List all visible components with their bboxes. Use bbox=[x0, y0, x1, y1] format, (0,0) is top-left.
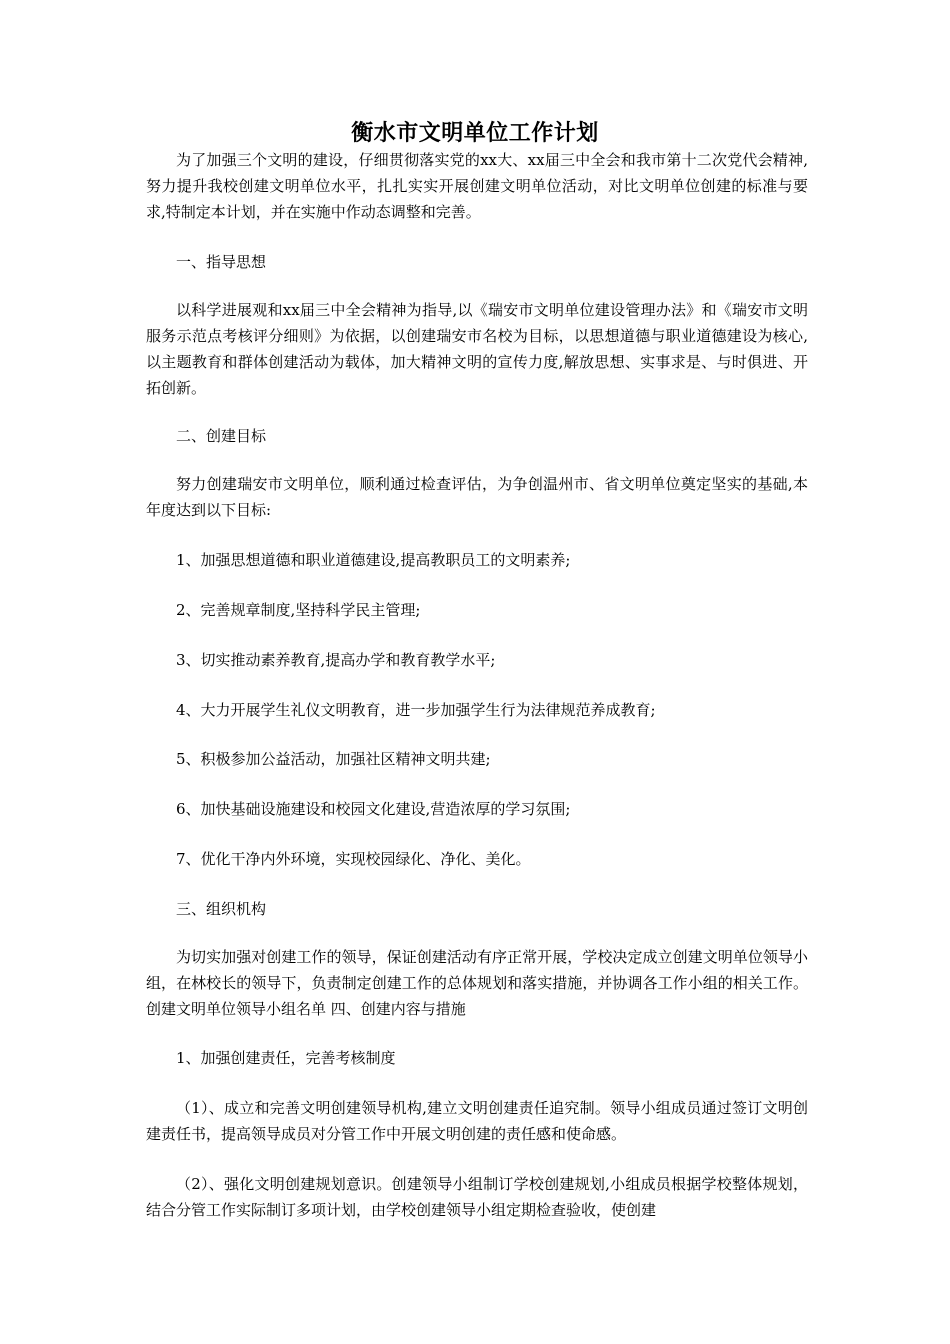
paragraph-intro: 为了加强三个文明的建设，仔细贯彻落实党的xx大、xx届三中全会和我市第十二次党代会精神,努力提升我校创建文明单位水平，扎扎实实开展创建文明单位活动，对比文明单位创建的标准与要求,特制定本计划，并在实施中作动态调整和完善。 bbox=[146, 151, 808, 221]
subheading-responsibility: 1、加强创建责任，完善考核制度 bbox=[176, 1049, 396, 1067]
heading-creation-goals: 二、创建目标 bbox=[176, 427, 267, 445]
heading-organization: 三、组织机构 bbox=[176, 900, 267, 918]
paragraph-creation-goals: 努力创建瑞安市文明单位，顺利通过检查评估，为争创温州市、省文明单位奠定坚实的基础,本年度达到以下目标: bbox=[146, 475, 808, 519]
document-title: 衡水市文明单位工作计划 bbox=[351, 121, 599, 146]
goal-item-1: 1、加强思想道德和职业道德建设,提高教职员工的文明素养; bbox=[176, 551, 571, 569]
paragraph-organization: 为切实加强对创建工作的领导，保证创建活动有序正常开展，学校决定成立创建文明单位领导小组，在林校长的领导下，负责制定创建工作的总体规划和落实措施，并协调各工作小组的相关工作。创建文明单位领导小组名单 四、创建内容与措施 bbox=[146, 948, 808, 1018]
goal-item-2: 2、完善规章制度,坚持科学民主管理; bbox=[176, 601, 421, 619]
paragraph-guiding-thought: 以科学进展观和xx届三中全会精神为指导,以《瑞安市文明单位建设管理办法》和《瑞安市文明服务示范点考核评分细则》为依据，以创建瑞安市名校为目标，以思想道德与职业道德建设为核心,以主题教育和群体创建活动为载体，加大精神文明的宣传力度,解放思想、实事求是、与时俱进、开拓创新。 bbox=[146, 301, 808, 397]
goal-item-7: 7、优化干净内外环境，实现校园绿化、净化、美化。 bbox=[176, 850, 531, 868]
heading-guiding-thought: 一、指导思想 bbox=[176, 253, 267, 271]
goal-item-5: 5、积极参加公益活动，加强社区精神文明共建; bbox=[176, 750, 491, 768]
paragraph-measure-2: （2）、强化文明创建规划意识。创建领导小组制订学校创建规划,小组成员根据学校整体规划，结合分管工作实际制订多项计划，由学校创建领导小组定期检查验收，使创建 bbox=[146, 1175, 808, 1219]
goal-item-4: 4、大力开展学生礼仪文明教育，进一步加强学生行为法律规范养成教育; bbox=[176, 701, 656, 719]
paragraph-measure-1: （1）、成立和完善文明创建领导机构,建立文明创建责任追究制。领导小组成员通过签订文明创建责任书，提高领导成员对分管工作中开展文明创建的责任感和使命感。 bbox=[146, 1099, 808, 1143]
goal-item-6: 6、加快基础设施建设和校园文化建设,营造浓厚的学习氛围; bbox=[176, 800, 571, 818]
goal-item-3: 3、切实推动素养教育,提高办学和教育教学水平; bbox=[176, 651, 496, 669]
